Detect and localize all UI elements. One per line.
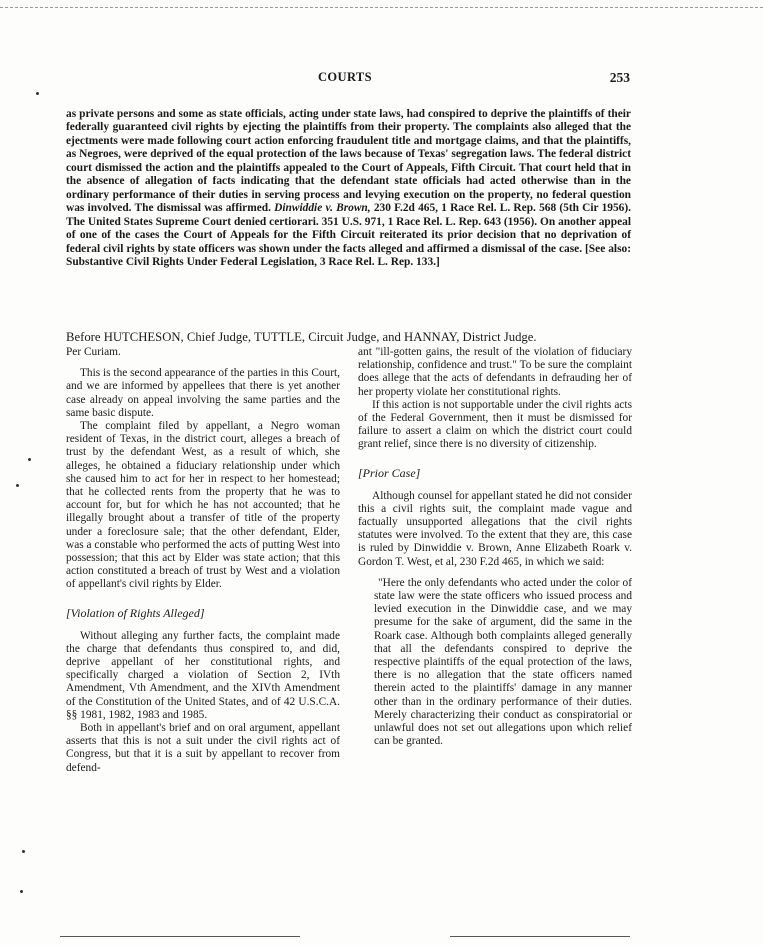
scan-speck [36,92,39,95]
scan-speck [20,890,23,893]
opinion-paragraph-6: If this action is not supportable under the civil rights acts of the Federal Government, then it must be dismissed for failure to assert a claim on which the district court could grant relief, since there is no diversity of citizenship. [358,398,632,451]
per-curiam-label: Per Curiam. [66,346,121,358]
scan-speck [16,484,19,487]
block-quote-text: "Here the only defendants who acted under the color of state law were the state officers who issued process and levied execution in the Dinwiddie case, and we may presume for the sake of argument, did the same in the Roark case. Although both complaints alleged generally that all the defendants conspired to deprive the respective plaintiffs of the equal protection of the laws, there is no allegation that the state officers named therein acted to the plaintiffs' damage in any manner other than in the ordinary performance of their duties. Merely characterizing their conduct as conspiratorial or unlawful does not set out allegations upon which relief can be granted. [374,576,632,748]
footer-rule-right [450,936,630,937]
headnote-text-part2: 230 F.2d 465, 1 Race Rel. L. Rep. 568 (5th Cir 1956). The United States Supreme Court denied certiorari. 351 U.S. 971, 1 Race Rel. L. Rep. 643 (1956). On another appeal of one of the cases the Court of Appeals for the Fifth Circuit reiterated its prior decision that no deprivation of federal civil rights by state officers was shown under the facts alleged and affirmed a dismissal of the case. [See also: Substantive Civil Rights Under Federal Legislation, 3 Race Rel. L. Rep. 133.] [66,202,631,268]
before-judges-line: Before HUTCHESON, Chief Judge, TUTTLE, Circuit Judge, and HANNAY, District Judge. [66,330,537,344]
section-heading-violation: [Violation of Rights Alleged] [66,605,205,620]
block-quote [374,577,632,749]
headnote-case-name: Dinwiddie v. Brown, [274,202,371,215]
headnote-text-part1: as private persons and some as state officials, acting under state laws, had conspired to deprive the plaintiffs of their federally guaranteed civil rights by ejecting the plaintiffs from their property. The complaints also alleged that the ejectments were made following court action enforcing fraudulent title and mortgage claims, and that the plaintiffs, as Negroes, were deprived of the equal protection of the laws because of Texas' segregation laws. The federal district court dismissed the action and the plaintiffs appealed to the Court of Appeals, Fifth Circuit. That court held that in the absence of allegation of facts indicating that the defendant state officials had acted otherwise than in the ordinary performance of their duties in serving process and levying execution on the property, no federal question was involved. The dismissal was affirmed. [66,108,631,215]
scan-speck [22,850,25,853]
left-column [66,346,340,775]
headnote-summary [66,108,631,269]
opinion-paragraph-1: This is the second appearance of the parties in this Court, and we are informed by appellees that there is yet another case already on appeal involving the same parties and the same basic dispute. [66,367,340,419]
page-top-border [0,7,763,8]
page-number: 253 [609,70,630,85]
opinion-paragraph-5: ant "ill-gotten gains, the result of the violation of fiduciary relationship, confidence and trust." To be sure the complaint does allege that the acts of defendants in defrauding her of her property violate her constitutional rights. [358,346,632,398]
footer-rule-left [60,936,300,937]
right-column [358,346,632,748]
running-header-title: COURTS [317,70,373,84]
opinion-paragraph-4: Both in appellant's brief and on oral argument, appellant asserts that this is not a suit under the civil rights act of Congress, but that it is a suit by appellant to recover from defend- [66,722,340,774]
section-heading-prior-case: [Prior Case] [358,465,421,480]
opinion-paragraph-3: Without alleging any further facts, the complaint made the charge that defendants thus conspired to, and did, deprive appellant of her constitutional rights, and specifically charged a violation of Section 2, IVth Amendment, Vth Amendment, and the XIVth Amendment of the Constitution of the United States, and of 42 U.S.C.A. §§ 1981, 1982, 1983 and 1985. [66,629,340,721]
scan-speck [28,458,31,461]
opinion-paragraph-7: Although counsel for appellant stated he did not consider this a civil rights suit, the complaint made vague and factually unsupported allegations that the civil rights statutes were involved. To the extent that they are, this case is ruled by Dinwiddie v. Brown, Anne Elizabeth Roark v. Gordon T. West, et al, 230 F.2d 465, in which we said: [358,489,632,568]
opinion-paragraph-2: The complaint filed by appellant, a Negro woman resident of Texas, in the district court, alleges a breach of trust by the defendant West, as a result of which, she alleges, he obtained a fiduciary relationship under which she caused him to act for her in respect to her homestead; that he collected rents from the property that he was to account for, but for which he has not accounted; that he illegally brought about a transfer of title of the property under a foreclosure sale; that the other defendant, Elder, was a constable who performed the acts of putting West into possession; that this act by Elder was state action; that this action constituted a breach of trust by West and a violation of appellant's civil rights by Elder. [66,420,340,591]
